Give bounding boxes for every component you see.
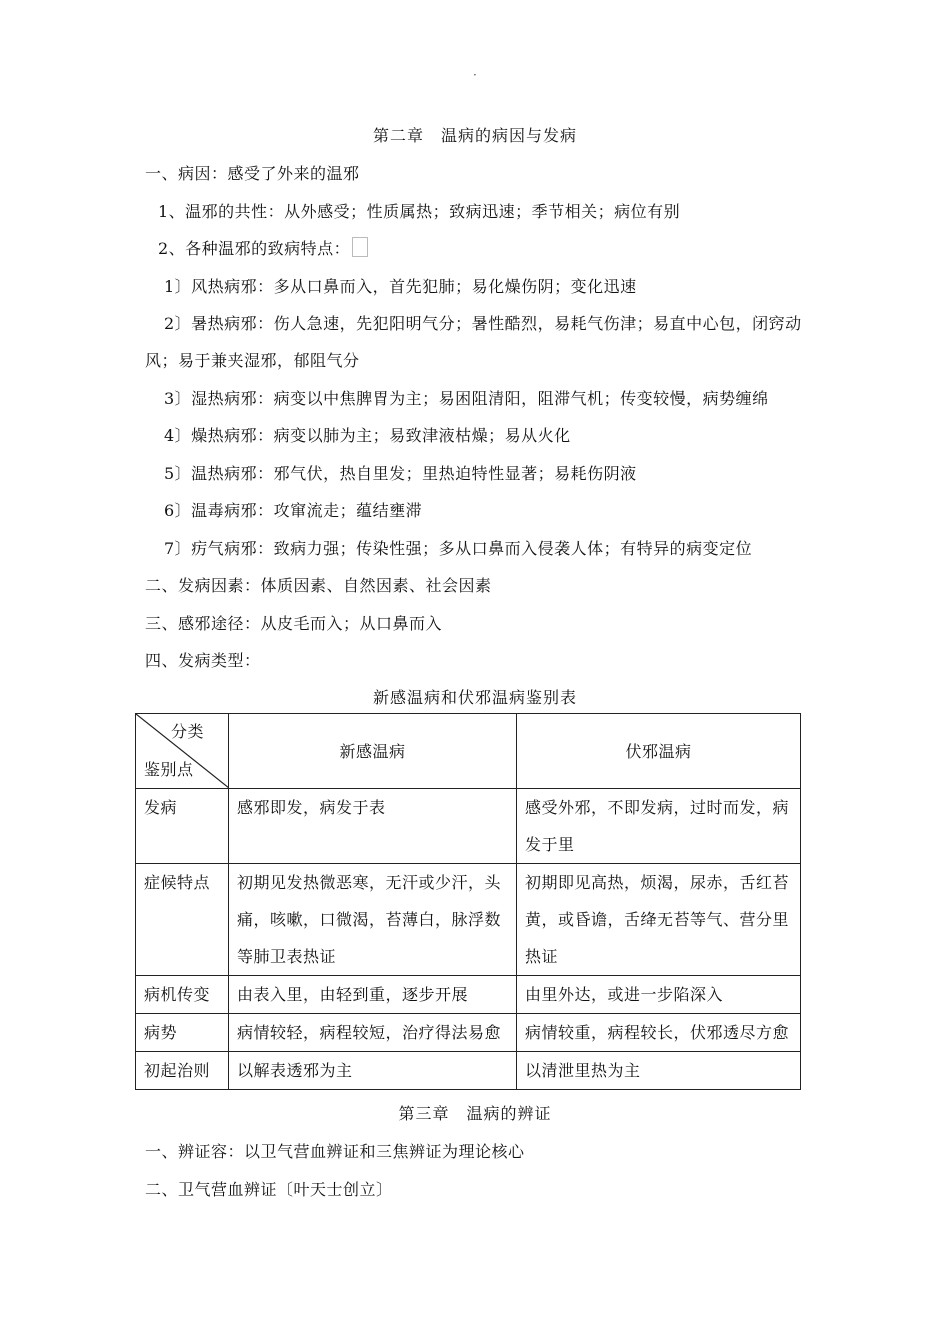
header-mark: · [473,68,477,82]
cell-fu: 初期即见高热，烦渴，尿赤，舌红苔黄，或昏谵，舌绛无苔等气、营分里热证 [517,864,801,976]
corner-cell [136,714,229,789]
cell-fu: 以清泄里热为主 [517,1052,801,1090]
header-fu: 伏邪温病 [517,714,801,789]
type-item-1: 1〕风热病邪：多从口鼻而入，首先犯肺；易化燥伤阴；变化迅速 [164,277,637,296]
table-row [136,864,801,976]
cell-fu: 感受外邪，不即发病，过时而发，病发于里 [517,789,801,864]
row-label: 初起治则 [136,1052,229,1090]
cell-xin: 初期见发热微恶寒，无汗或少汗，头痛，咳嗽，口微渴，苔薄白，脉浮数等肺卫表热证 [229,864,517,976]
onset-types-heading: 四、发病类型： [145,651,261,670]
row-label: 病势 [136,1014,229,1052]
types-heading-text: 2、各种温邪的致病特点： [158,239,351,258]
cell-xin: 由表入里，由轻到重，逐步开展 [229,976,517,1014]
onset-factors: 二、发病因素：体质因素、自然因素、社会因素 [145,576,492,595]
empty-box-mark [352,237,368,257]
cell-xin: 病情较轻，病程较短，治疗得法易愈 [229,1014,517,1052]
row-label: 发病 [136,789,229,864]
cell-fu: 由里外达，或进一步陷深入 [517,976,801,1014]
table-header-row [136,714,801,789]
common-traits: 1、温邪的共性：从外感受；性质属热；致病迅速；季节相关；病位有别 [158,202,681,221]
type-item-2: 2〕暑热病邪：伤人急速，先犯阳明气分；暑性酷烈，易耗气伤津；易直中心包，闭窍动 [164,314,802,333]
type-item-5: 5〕温热病邪：邪气伏，热自里发；里热迫特性显著；易耗伤阴液 [164,464,637,483]
header-xin: 新感温病 [229,714,517,789]
cause-heading: 一、病因：感受了外来的温邪 [145,164,360,183]
chapter3-item-1: 一、辨证容：以卫气营血辨证和三焦辨证为理论核心 [145,1142,525,1161]
corner-top-label: 分类 [170,722,204,741]
cell-xin: 以解表透邪为主 [229,1052,517,1090]
table-row [136,1014,801,1052]
type-item-6: 6〕温毒病邪：攻窜流走；蕴结壅滞 [164,501,423,520]
chapter2-title: 第二章 温病的病因与发病 [372,126,577,145]
table-row [136,1052,801,1090]
type-item-2-cont: 风；易于兼夹湿邪，郁阻气分 [145,351,360,370]
table-row [136,976,801,1014]
corner-bottom-label: 鉴别点 [144,760,194,779]
comparison-table [135,713,801,1090]
type-item-4: 4〕燥热病邪：病变以肺为主；易致津液枯燥；易从火化 [164,426,571,445]
infection-routes: 三、感邪途径：从皮毛而入；从口鼻而入 [145,614,443,633]
types-heading [158,236,368,259]
type-item-3: 3〕湿热病邪：病变以中焦脾胃为主；易困阻清阳，阻滞气机；传变较慢，病势缠绵 [164,389,769,408]
cell-xin: 感邪即发，病发于表 [229,789,517,864]
table-caption: 新感温病和伏邪温病鉴别表 [372,688,577,707]
cell-fu: 病情较重，病程较长，伏邪透尽方愈 [517,1014,801,1052]
row-label: 症候特点 [136,864,229,976]
chapter3-item-2: 二、卫气营血辨证〔叶天士创立〕 [145,1180,393,1199]
table-row [136,789,801,864]
row-label: 病机传变 [136,976,229,1014]
type-item-7: 7〕疠气病邪：致病力强；传染性强；多从口鼻而入侵袭人体；有特异的病变定位 [164,539,753,558]
chapter3-title: 第三章 温病的辨证 [398,1104,552,1123]
